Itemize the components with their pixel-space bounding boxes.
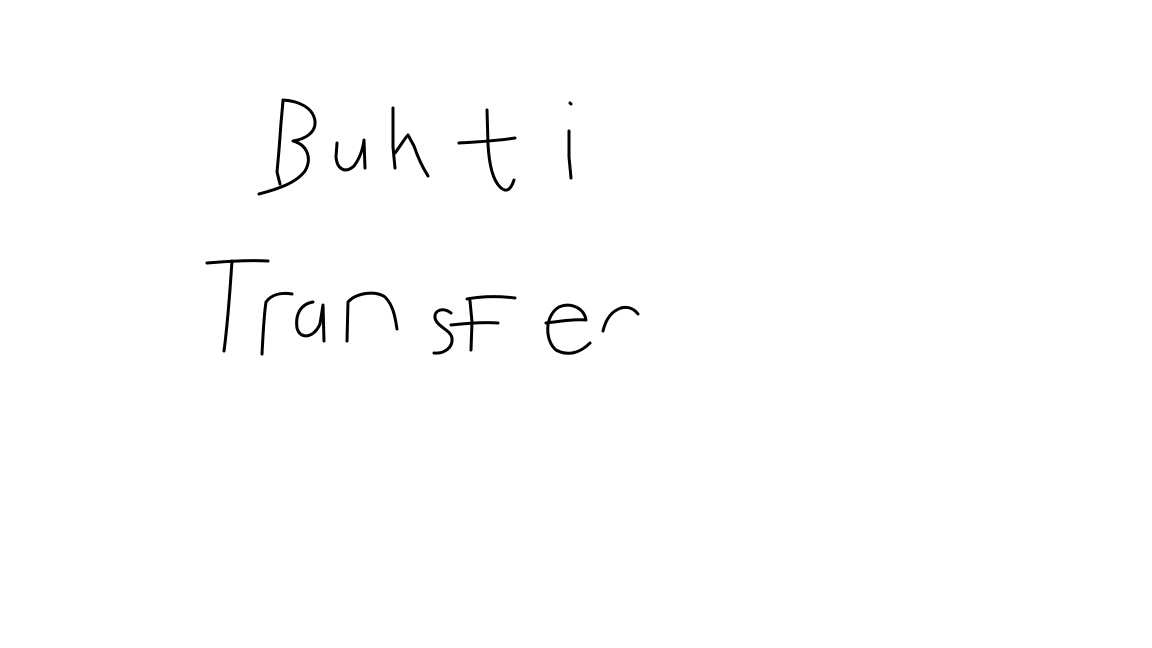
stroke-u <box>336 140 365 170</box>
stroke-k-stem <box>393 108 395 168</box>
stroke-f-mid-bar <box>451 323 498 325</box>
stroke-i-stem <box>569 131 571 178</box>
stroke-r-2 <box>603 307 638 331</box>
handwritten-word-transfer <box>207 261 638 354</box>
stroke-e <box>546 305 590 353</box>
handwritten-word-bukti <box>259 100 571 194</box>
stroke-n <box>347 293 397 341</box>
stroke-T-stem <box>224 261 232 351</box>
stroke-s <box>434 310 452 353</box>
stroke-b-stem <box>277 101 283 184</box>
stroke-t-stem <box>487 110 514 190</box>
stroke-T-bar <box>207 261 268 263</box>
stroke-b-bowls <box>259 100 315 194</box>
stroke-f-stem <box>470 301 472 350</box>
stroke-k-arm <box>395 135 428 176</box>
stroke-f-top-bar <box>467 297 515 299</box>
stroke-i-dot <box>570 103 571 104</box>
stroke-a <box>297 302 324 341</box>
stroke-r <box>262 293 292 354</box>
